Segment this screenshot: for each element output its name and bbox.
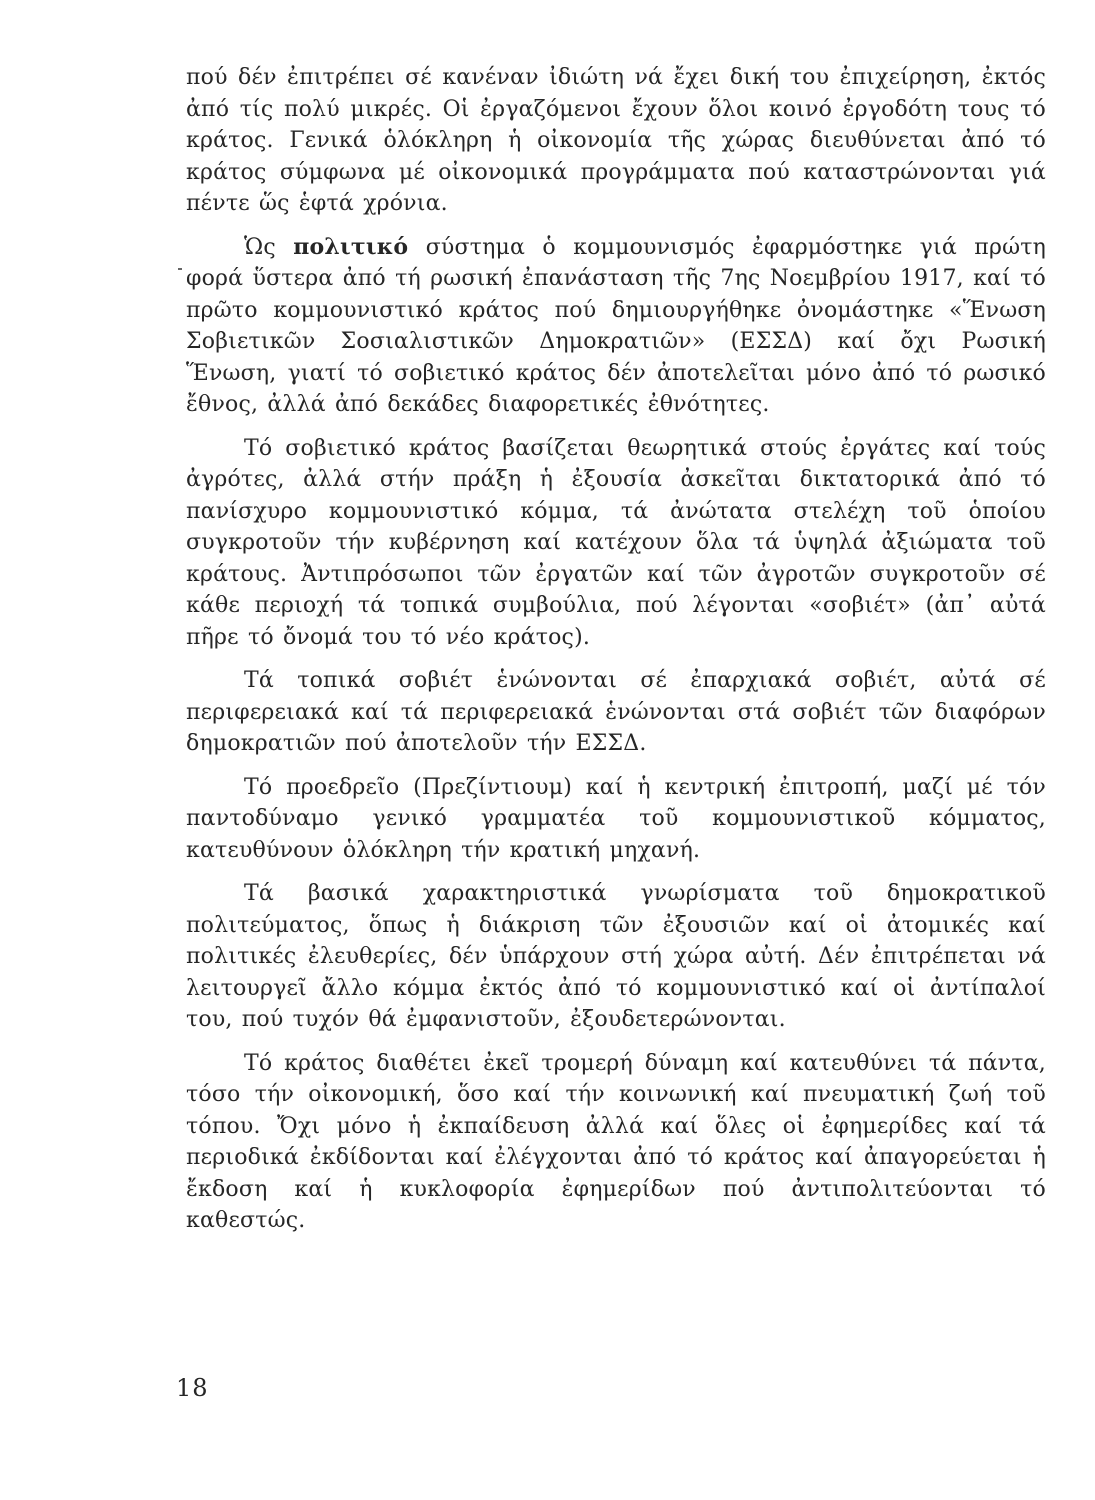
paragraph-7: Τό κράτος διαθέτει ἐκεῖ τρομερή δύναμη καί κατευθύνει τά πάντα, τόσο τήν οἰκονομική, ὅσο καί τήν κοινωνική καί πνευματική ζωή τοῦ τόπου. Ὄχι μόνο ἡ ἐκπαίδευση ἀλλά καί ὅλες οἱ ἐφημερίδες καί τά περιοδικά ἐκδίδονται καί ἐλέγχονται ἀπό τό κράτος καί ἀπαγορεύεται ἡ ἔκδοση καί ἡ κυκλοφορία ἐφημερίδων πού ἀντιπολιτεύονται τό καθεστώς. bbox=[186, 1050, 1046, 1233]
page-number: 18 bbox=[176, 1374, 209, 1402]
paragraph-4: Τά τοπικά σοβιέτ ἑνώνονται σέ ἐπαρχιακά σοβιέτ, αὐτά σέ περιφερειακά καί τά περιφερειακά ἑνώνονται στά σοβιέτ τῶν διαφόρων δημοκρατιῶν πού ἀποτελοῦν τήν ΕΣΣΔ. bbox=[186, 668, 1046, 756]
body-text bbox=[186, 62, 1046, 1249]
margin-mark bbox=[178, 268, 182, 270]
paragraph-2-lead: Ὡς bbox=[244, 234, 276, 260]
paragraph-6: Τά βασικά χαρακτηριστικά γνωρίσματα τοῦ δημοκρατικοῦ πολιτεύματος, ὅπως ἡ διάκριση τῶν ἐξουσιῶν καί οἱ ἀτομικές καί πολιτικές ἐλευθερίες, δέν ὑπάρχουν στή χώρα αὐτή. Δέν ἐπιτρέπεται νά λειτουργεῖ ἄλλο κόμμα ἐκτός ἀπό τό κομμουνιστικό καί οἱ ἀντίπαλοί του, πού τυχόν θά ἐμφανιστοῦν, ἐξουδετερώνονται. bbox=[186, 881, 1046, 1032]
paragraph-2 bbox=[186, 232, 1046, 421]
paragraph-2-rest: σύστημα ὁ κομμουνισμός ἐφαρμόστηκε γιά πρώτη φορά ὕστερα ἀπό τή ρωσική ἐπανάσταση τῆς 7ης Νοεμβρίου 1917, καί τό πρῶτο κομμουνιστικό κράτος πού δημιουργήθηκε ὀνομάστηκε «Ἕνωση Σοβιετικῶν Σοσιαλιστικῶν Δημοκρατιῶν» (ΕΣΣΔ) καί ὄχι Ρωσική Ἕνωση, γιατί τό σοβιετικό κράτος δέν ἀποτελεῖται μόνο ἀπό τό ρωσικό ἔθνος, ἀλλά ἀπό δεκάδες διαφορετικές ἐθνότητες. bbox=[186, 234, 1046, 417]
paragraph-5: Τό προεδρεῖο (Πρεζίντιουμ) καί ἡ κεντρική ἐπιτροπή, μαζί μέ τόν παντοδύναμο γενικό γραμματέα τοῦ κομμουνιστικοῦ κόμματος, κατευθύνουν ὁλόκληρη τήν κρατική μηχανή. bbox=[186, 774, 1046, 863]
bold-term: πολιτικό bbox=[293, 233, 409, 260]
paragraph-3: Τό σοβιετικό κράτος βασίζεται θεωρητικά στούς ἐργάτες καί τούς ἀγρότες, ἀλλά στήν πράξη ἡ ἐξουσία ἀσκεῖται δικτατορικά ἀπό τό πανίσχυρο κομμουνιστικό κόμμα, τά ἀνώτατα στελέχη τοῦ ὁποίου συγκροτοῦν τήν κυβέρνηση καί κατέχουν ὅλα τά ὑψηλά ἀξιώματα τοῦ κράτους. Ἀντιπρόσωποι τῶν ἐργατῶν καί τῶν ἀγροτῶν συγκροτοῦν σέ κάθε περιοχή τά τοπικά συμβούλια, πού λέγονται «σοβιέτ» (ἀπ᾽ αὐτά πῆρε τό ὄνομά του τό νέο κράτος). bbox=[186, 435, 1046, 650]
paragraph-1: πού δέν ἐπιτρέπει σέ κανέναν ἰδιώτη νά ἔχει δική του ἐπιχείρηση, ἐκτός ἀπό τίς πολύ μικρές. Οἱ ἐργαζόμενοι ἔχουν ὅλοι κοινό ἐργοδότη τους τό κράτος. Γενικά ὁλόκληρη ἡ οἰκονομία τῆς χώρας διευθύνεται ἀπό τό κράτος σύμφωνα μέ οἰκονομικά προγράμματα πού καταστρώνονται γιά πέντε ὥς ἑφτά χρόνια. bbox=[186, 65, 1046, 216]
